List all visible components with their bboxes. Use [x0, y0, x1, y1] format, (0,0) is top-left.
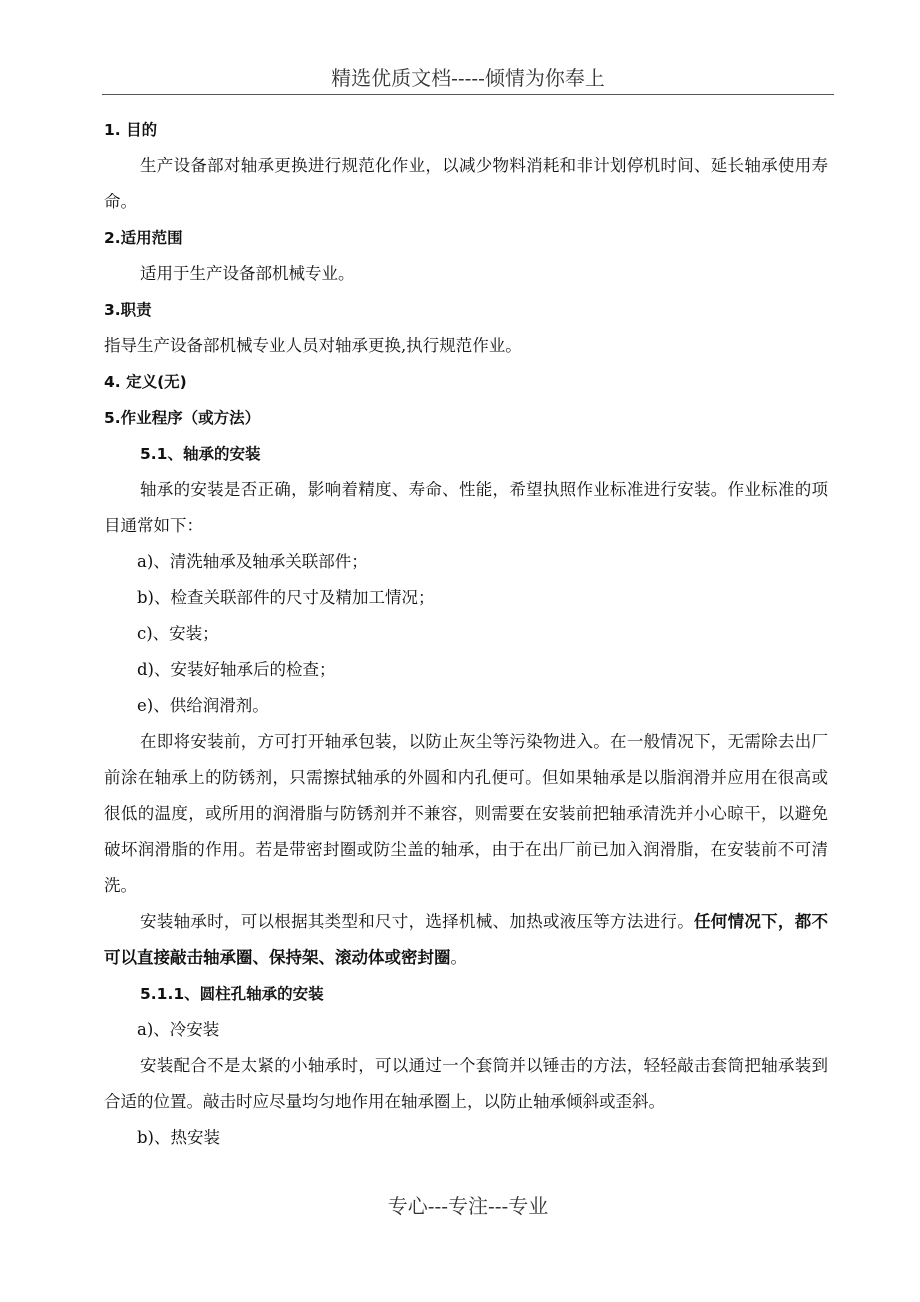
- section-4-heading: 4. 定义(无): [104, 373, 187, 391]
- section-5-1-heading: 5.1、轴承的安装: [140, 445, 261, 463]
- list-item: d)、安装好轴承后的检查；: [137, 660, 336, 679]
- list-item: e)、供给润滑剂。: [137, 696, 269, 715]
- page-footer: 专心---专注---专业: [387, 1194, 549, 1218]
- section-2-heading: 2.适用范围: [104, 229, 183, 247]
- cold-install-label: a)、冷安装: [137, 1020, 220, 1039]
- section-5-1-paragraph-2: [104, 904, 828, 976]
- section-5-1-intro: 轴承的安装是否正确，影响着精度、寿命、性能，希望执照作业标准进行安装。作业标准的项目通常如下：: [104, 480, 828, 535]
- section-5-heading: 5.作业程序（或方法）: [104, 409, 261, 427]
- paragraph-2-text: 安装轴承时，可以根据其类型和尺寸，选择机械、加热或液压等方法进行。: [140, 912, 694, 931]
- paragraph-2-end: 。: [450, 948, 467, 967]
- list-item: c)、安装；: [137, 624, 219, 643]
- paragraph-2-warning: 任何情况下，都不可以直接敲击轴承圈、保持架、滚动体或密封圈: [104, 912, 829, 967]
- section-5-1-paragraph-1: 在即将安装前，方可打开轴承包装，以防止灰尘等污染物进入。在一般情况下，无需除去出厂前涂在轴承上的防锈剂，只需擦拭轴承的外圆和内孔便可。但如果轴承是以脂润滑并应用在很高或很低的温度，或所用的润滑脂与防锈剂并不兼容，则需要在安装前把轴承清洗并小心晾干，以避免破坏润滑脂的作用。若是带密封圈或防尘盖的轴承，由于在出厂前已加入润滑脂，在安装前不可清洗。: [104, 732, 828, 895]
- section-3-heading: 3.职责: [104, 301, 152, 319]
- list-item: b)、检查关联部件的尺寸及精加工情况；: [137, 588, 435, 607]
- document-body: [104, 112, 828, 1156]
- section-1-body: 生产设备部对轴承更换进行规范化作业，以减少物料消耗和非计划停机时间、延长轴承使用寿命。: [104, 156, 828, 211]
- cold-install-text: 安装配合不是太紧的小轴承时，可以通过一个套筒并以锤击的方法，轻轻敲击套筒把轴承装到合适的位置。敲击时应尽量均匀地作用在轴承圈上，以防止轴承倾斜或歪斜。: [104, 1056, 828, 1111]
- section-2-body: 适用于生产设备部机械专业。: [140, 264, 355, 283]
- hot-install-label: b)、热安装: [137, 1128, 220, 1147]
- page-header: 精选优质文档-----倾情为你奉上: [331, 66, 605, 90]
- section-1-heading: 1. 目的: [104, 121, 158, 139]
- section-5-1-1-heading: 5.1.1、圆柱孔轴承的安装: [140, 985, 324, 1003]
- header-rule: [102, 94, 834, 95]
- list-item: a)、清洗轴承及轴承关联部件；: [137, 552, 368, 571]
- section-3-body: 指导生产设备部机械专业人员对轴承更换,执行规范作业。: [104, 336, 522, 355]
